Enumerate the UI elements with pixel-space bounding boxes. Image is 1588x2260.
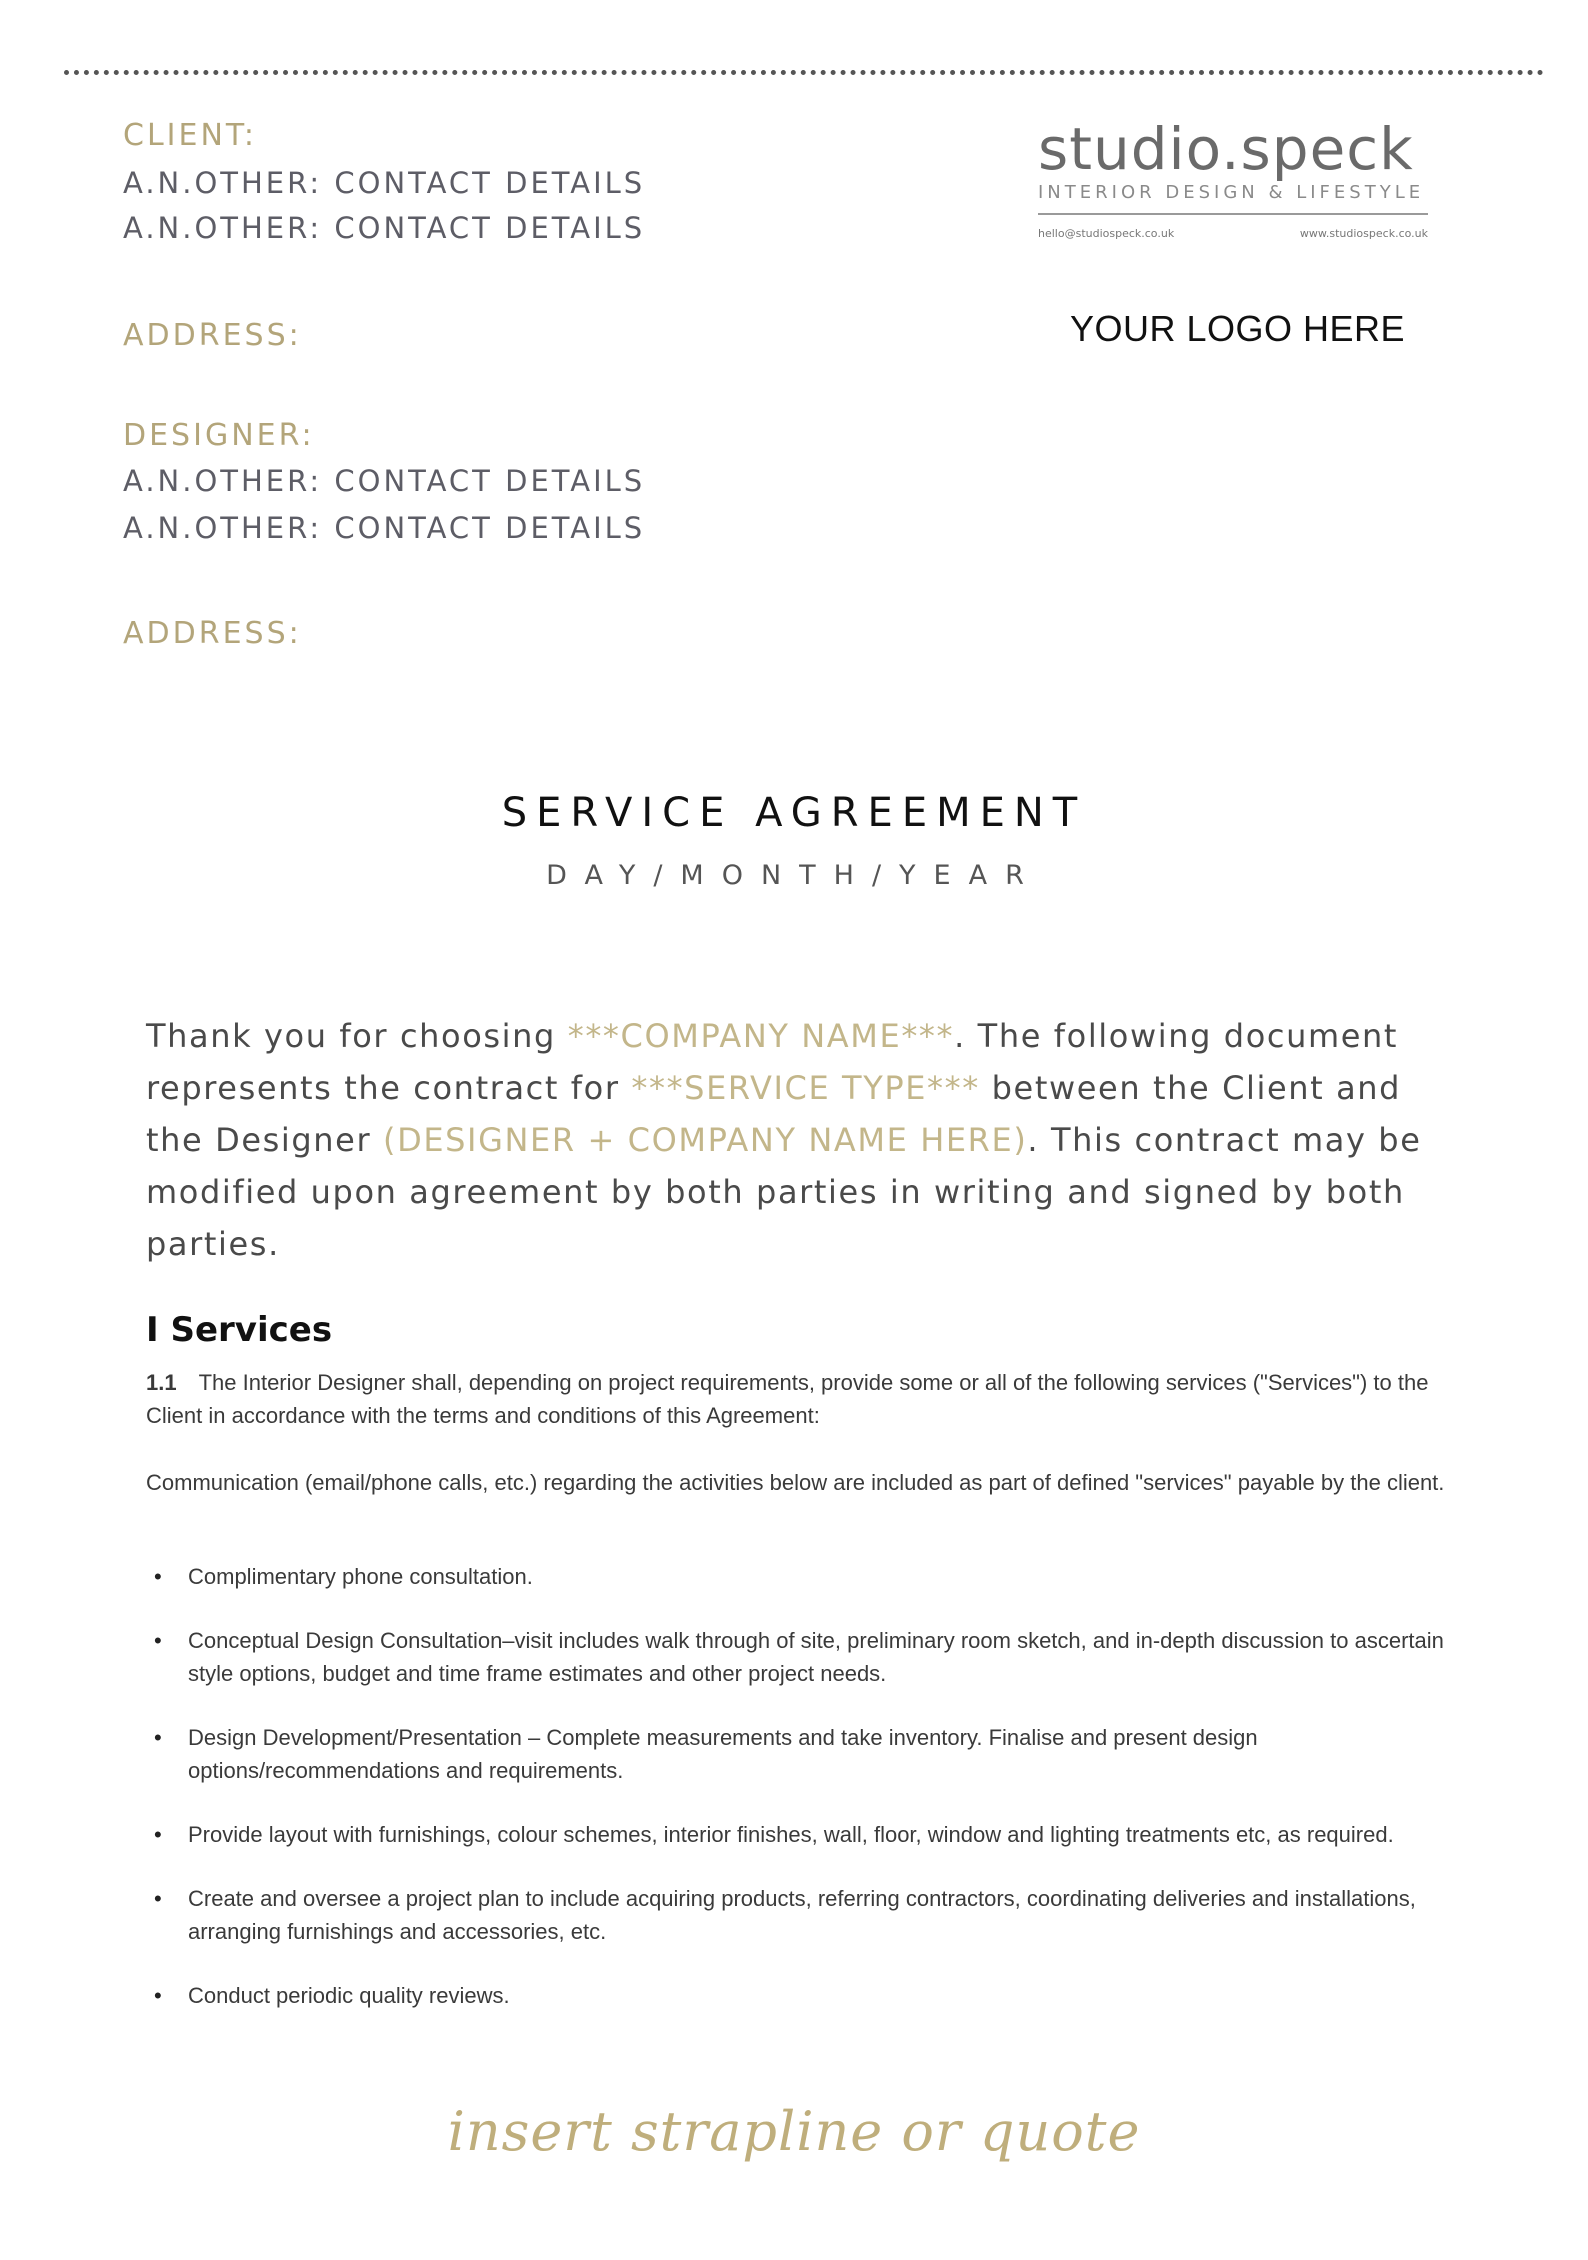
list-item: • Conduct periodic quality reviews. <box>146 1979 1446 2012</box>
list-item: • Conceptual Design Consultation–visit includes walk through of site, preliminary room sketch, and in-depth discussion to ascertain style options, budget and time frame estimates and other project needs. <box>146 1624 1446 1690</box>
intro-text-2: . The following document represents the contract for <box>146 1017 1399 1107</box>
communication-note: Communication (email/phone calls, etc.) regarding the activities below are included as part of defined "services" payable by the client. <box>146 1470 1445 1495</box>
client-contact-2: A.N.OTHER: CONTACT DETAILS <box>123 211 646 245</box>
designer-contact-1: A.N.OTHER: CONTACT DETAILS <box>123 464 646 498</box>
service-type-placeholder: ***SERVICE TYPE*** <box>631 1069 980 1107</box>
logo-wordmark: studio.speck <box>1038 115 1414 183</box>
designer-address-label: ADDRESS: <box>123 616 302 651</box>
client-address-label: ADDRESS: <box>123 318 302 353</box>
clause-1-1 <box>146 1366 1446 1432</box>
designer-name-placeholder: (DESIGNER + COMPANY NAME HERE) <box>383 1121 1028 1159</box>
services-list <box>146 1560 1446 2043</box>
section-heading: I Services <box>146 1310 333 1350</box>
logo-tagline: INTERIOR DESIGN & LIFESTYLE <box>1038 182 1428 215</box>
document-title: SERVICE AGREEMENT <box>501 790 1087 836</box>
intro-text-3: between the Client and the Designer <box>146 1069 1402 1159</box>
logo-email: hello@studiospeck.co.uk <box>1038 227 1175 240</box>
intro-text-4: . This contract may be modified upon agreement by both parties in writing and signed by both parties. <box>146 1121 1422 1263</box>
logo-contact-line <box>1038 227 1428 240</box>
designer-contact-2: A.N.OTHER: CONTACT DETAILS <box>123 511 646 545</box>
list-item: • Create and oversee a project plan to include acquiring products, referring contractors, coordinating deliveries and installations, arranging furnishings and accessories, etc. <box>146 1882 1446 1948</box>
dotted-divider <box>64 70 1544 75</box>
logo-website: www.studiospeck.co.uk <box>1299 227 1428 240</box>
clause-text: The Interior Designer shall, depending on project requirements, provide some or all of the following services ("Services") to the Client in accordance with the terms and conditions of this Agreement: <box>146 1370 1429 1428</box>
designer-label: DESIGNER: <box>123 418 315 453</box>
list-item: • Complimentary phone consultation. <box>146 1560 1446 1593</box>
strapline: insert strapline or quote <box>447 2100 1141 2163</box>
list-item: • Provide layout with furnishings, colour schemes, interior finishes, wall, floor, window and lighting treatments etc, as required. <box>146 1818 1446 1851</box>
company-name-placeholder: ***COMPANY NAME*** <box>567 1017 955 1055</box>
intro-paragraph <box>146 1010 1456 1270</box>
client-contact-1: A.N.OTHER: CONTACT DETAILS <box>123 166 646 200</box>
company-logo <box>1038 115 1428 240</box>
document-date: DAY/MONTH/YEAR <box>546 860 1042 891</box>
clause-number: 1.1 <box>146 1370 177 1395</box>
list-item: • Design Development/Presentation – Complete measurements and take inventory. Finalise and present design options/recommendations and requirements. <box>146 1721 1446 1787</box>
intro-text-1: Thank you for choosing <box>146 1017 568 1055</box>
logo-placeholder: YOUR LOGO HERE <box>1070 308 1406 349</box>
client-label: CLIENT: <box>123 118 258 153</box>
